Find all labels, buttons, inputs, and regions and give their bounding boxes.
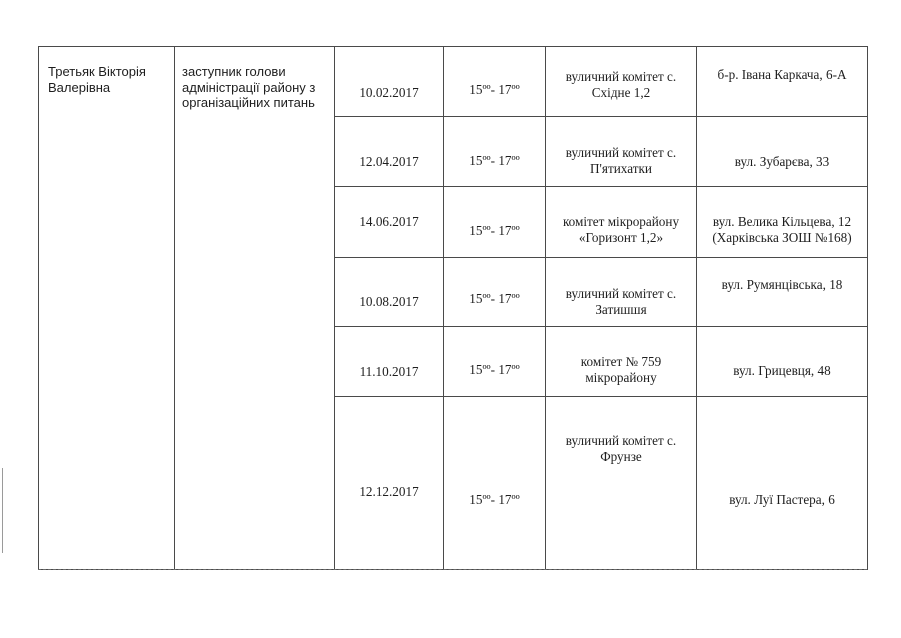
time-cell — [444, 117, 546, 187]
date-cell — [335, 117, 444, 187]
address-cell — [697, 327, 868, 397]
organization-cell — [546, 397, 697, 570]
time: 15ºº- 17ºº — [469, 223, 520, 238]
address: вул. Грицевця, 48 — [733, 363, 831, 378]
address-cell — [697, 397, 868, 570]
address-cell — [697, 258, 868, 327]
date-cell — [335, 327, 444, 397]
address: б-р. Івана Каркача, 6-А — [717, 67, 847, 82]
organization: комітет № 759 мікрорайону — [580, 354, 662, 385]
organization-cell — [546, 117, 697, 187]
address: вул. Румянцівська, 18 — [721, 277, 843, 292]
date: 14.06.2017 — [359, 214, 419, 229]
table-row — [39, 47, 868, 117]
address: вул. Велика Кільцева, 12 (Харківська ЗОШ №168) — [712, 214, 852, 245]
organization-cell — [546, 187, 697, 258]
person-name-cell — [39, 47, 175, 570]
time: 15ºº- 17ºº — [469, 82, 520, 97]
organization-cell — [546, 327, 697, 397]
organization-cell — [546, 258, 697, 327]
time: 15ºº- 17ºº — [469, 492, 520, 507]
organization: комітет мікрорайону «Горизонт 1,2» — [562, 214, 680, 245]
page-edge-mark — [2, 468, 3, 553]
organization-cell — [546, 47, 697, 117]
time-cell — [444, 187, 546, 258]
bottom-cut-line — [38, 569, 867, 570]
date-cell — [335, 397, 444, 570]
date-cell — [335, 187, 444, 258]
time-cell — [444, 397, 546, 570]
date: 10.02.2017 — [359, 85, 419, 100]
organization: вуличний комітет с. Фрунзе — [565, 433, 677, 464]
person-position: заступник голови адміністрації району з організаційних питань — [182, 64, 316, 110]
address: вул. Зубарєва, 33 — [734, 154, 830, 169]
address-cell — [697, 47, 868, 117]
date: 11.10.2017 — [359, 364, 419, 379]
date: 10.08.2017 — [359, 294, 419, 309]
date: 12.12.2017 — [359, 484, 419, 499]
date-cell — [335, 47, 444, 117]
address-cell — [697, 187, 868, 258]
organization: вуличний комітет с. Східне 1,2 — [565, 69, 677, 100]
position-cell — [175, 47, 335, 570]
time-cell — [444, 258, 546, 327]
date: 12.04.2017 — [359, 154, 419, 169]
date-cell — [335, 258, 444, 327]
organization: вуличний комітет с. П'ятихатки — [565, 145, 677, 176]
time: 15ºº- 17ºº — [469, 153, 520, 168]
organization: вуличний комітет с. Затишшя — [565, 286, 677, 317]
address: вул. Луї Пастера, 6 — [729, 492, 835, 507]
reception-schedule-table — [38, 46, 868, 570]
time: 15ºº- 17ºº — [469, 291, 520, 306]
time-cell — [444, 327, 546, 397]
address-cell — [697, 117, 868, 187]
person-name: Третьяк Вікторія Валерівна — [48, 64, 146, 95]
time-cell — [444, 47, 546, 117]
time: 15ºº- 17ºº — [469, 362, 520, 377]
